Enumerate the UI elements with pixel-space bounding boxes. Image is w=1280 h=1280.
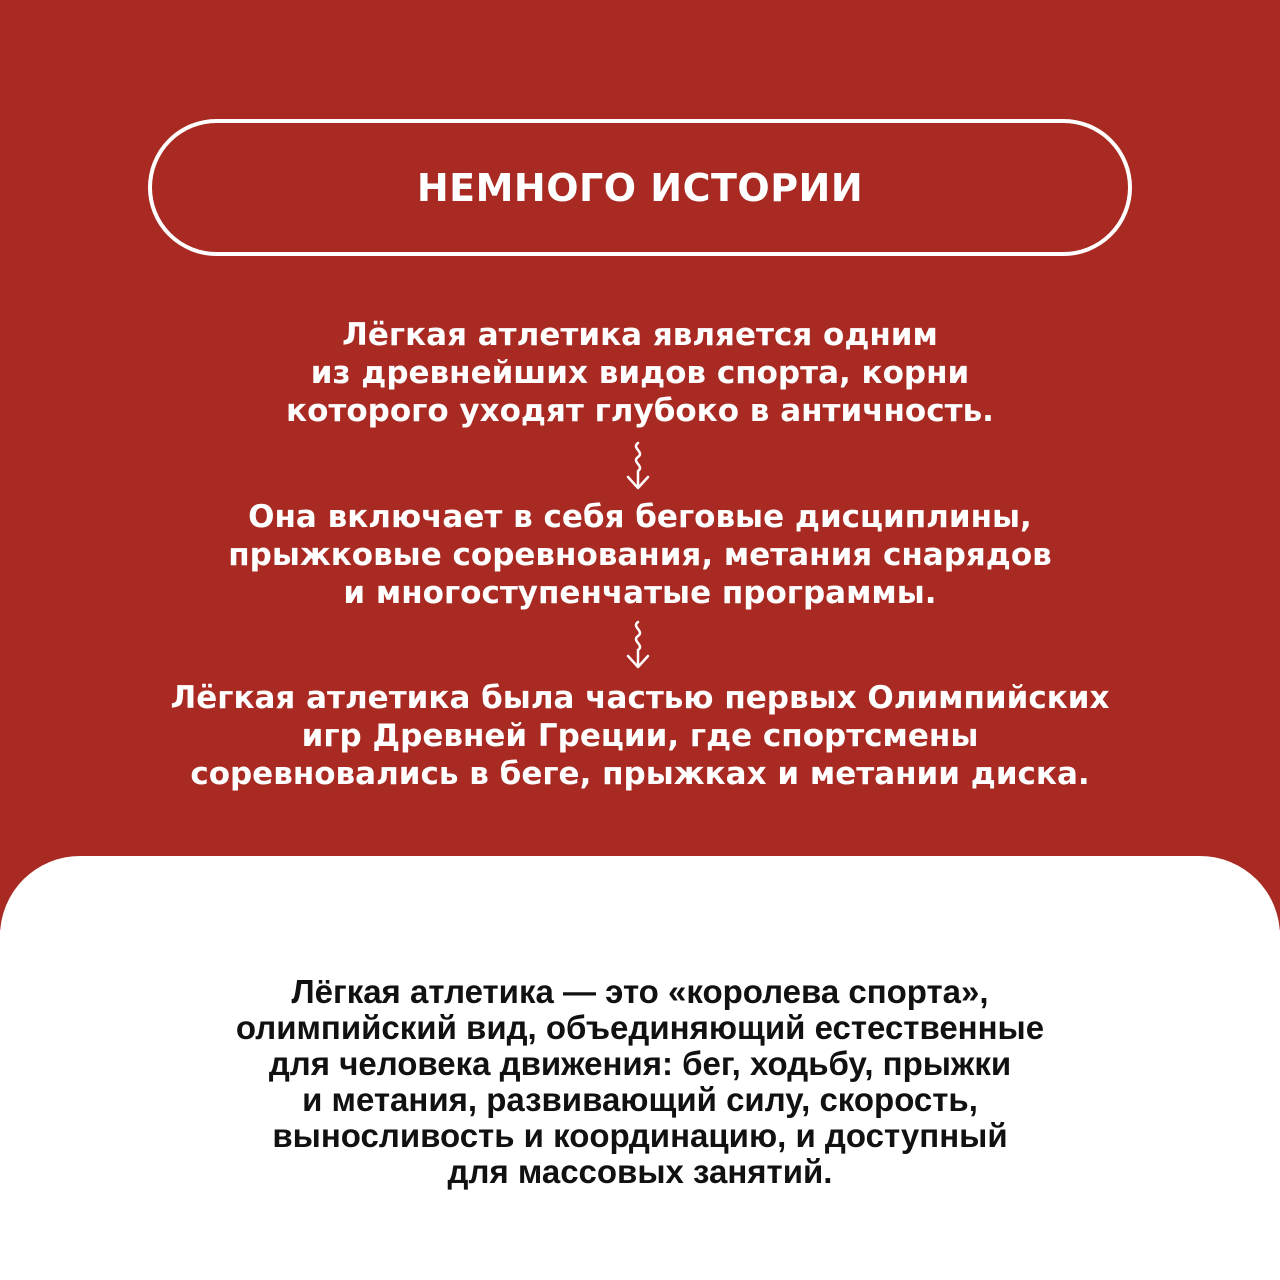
section-title-pill	[148, 119, 1132, 256]
section-title: НЕМНОГО ИСТОРИИ	[416, 165, 864, 210]
squiggle-arrow-down-icon	[618, 620, 658, 670]
history-paragraph-2: Она включает в себя беговые дисциплины, прыжковые соревнования, метания снарядов и многоступенчатые программы.	[228, 499, 1052, 611]
history-paragraph-3: Лёгкая атлетика была частью первых Олимпийских игр Древней Греции, где спортсмены соревновались в беге, прыжках и метании диска.	[170, 680, 1110, 792]
definition-text: Лёгкая атлетика — это «королева спорта», олимпийский вид, объединяющий естественные для человека движения: бег, ходьбу, прыжки и метания, развивающий силу, скорость, выносливость и координацию, и доступный для массовых занятий.	[235, 973, 1045, 1190]
squiggle-arrow-down-icon	[618, 441, 658, 491]
history-paragraph-1: Лёгкая атлетика является одним из древнейших видов спорта, корни которого уходят глубоко в античность.	[286, 317, 994, 429]
